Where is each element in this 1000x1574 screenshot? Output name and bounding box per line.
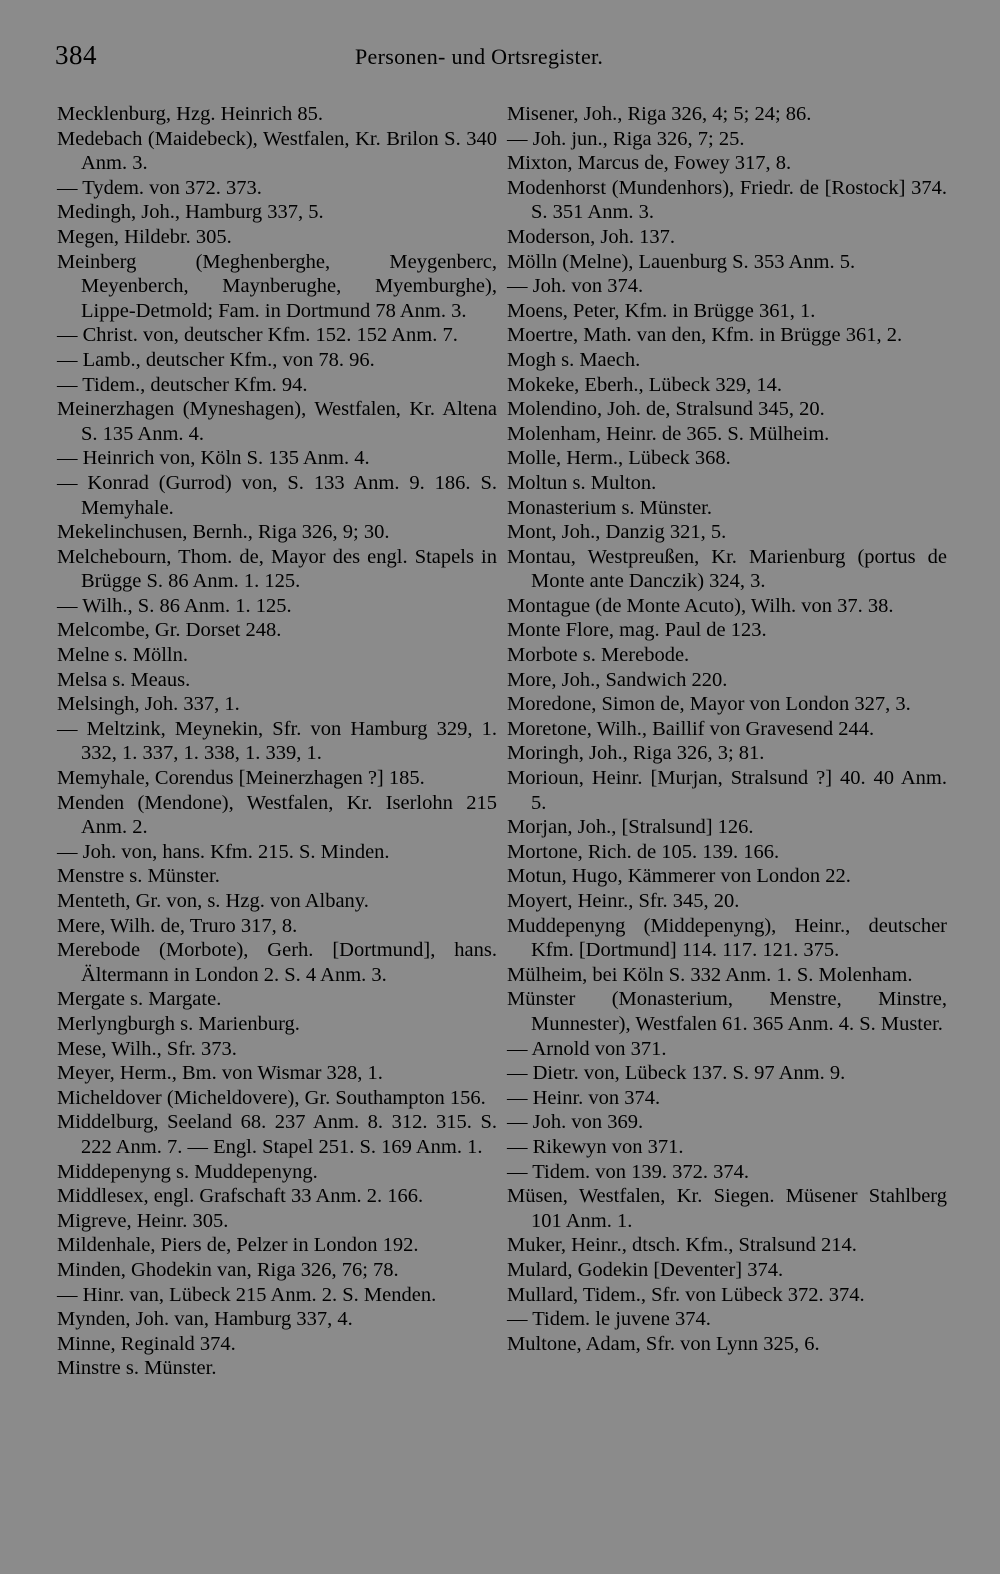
index-entry: Mölln (Melne), Lauenburg S. 353 Anm. 5.	[507, 250, 856, 273]
index-entry: Menteth, Gr. von, s. Hzg. von Albany.	[57, 890, 369, 912]
index-entry: Meinberg (Meghenberghe, Meygenberc, Meyenberch, Maynberughe, Myemburghe), Lippe-Detmold; Fam. in Dortmund 78 Anm. 3.	[57, 250, 497, 322]
index-column-left	[57, 102, 497, 1381]
index-entry: Memyhale, Corendus [Meinerzhagen ?] 185.	[57, 767, 425, 790]
index-entry: Melcombe, Gr. Dorset 248.	[57, 619, 282, 642]
index-entry: Münster (Monasterium, Menstre, Minstre, Munnester), Westfalen 61. 365 Anm. 4. S. Muster.	[507, 988, 947, 1035]
index-entry: Moredone, Simon de, Mayor von London 327, 3.	[507, 693, 911, 716]
running-title: Personen- und Ortsregister.	[355, 44, 604, 69]
index-entry: Monte Flore, mag. Paul de 123.	[507, 619, 767, 642]
index-entry: Moretone, Wilh., Baillif von Gravesend 244.	[507, 717, 875, 740]
index-entry: Mortone, Rich. de 105. 139. 166.	[507, 840, 780, 863]
index-entry: Molenham, Heinr. de 365. S. Mülheim.	[507, 422, 830, 445]
index-entry: — Tidem. le juvene 374.	[507, 1308, 711, 1331]
index-entry: Minne, Reginald 374.	[57, 1332, 236, 1355]
index-entry: Mixton, Marcus de, Fowey 317, 8.	[507, 152, 792, 175]
index-entry: Medebach (Maidebeck), Westfalen, Kr. Brilon S. 340 Anm. 3.	[57, 127, 497, 175]
index-entry: Mese, Wilh., Sfr. 373.	[57, 1037, 237, 1060]
index-entry: — Arnold von 371.	[507, 1037, 667, 1060]
index-column-right	[507, 102, 947, 1356]
index-entry: — Joh. von, hans. Kfm. 215. S. Minden.	[57, 840, 390, 863]
index-entry: Mekelinchusen, Bernh., Riga 326, 9; 30.	[57, 521, 390, 544]
index-entry: Mokeke, Eberh., Lübeck 329, 14.	[507, 373, 782, 396]
index-entry: — Joh. von 374.	[507, 275, 644, 298]
index-entry: — Wilh., S. 86 Anm. 1. 125.	[57, 594, 292, 617]
index-entry: — Hinr. van, Lübeck 215 Anm. 2. S. Menden.	[57, 1283, 437, 1306]
index-entry: Misener, Joh., Riga 326, 4; 5; 24; 86.	[507, 103, 812, 125]
index-entry: Mynden, Joh. van, Hamburg 337, 4.	[57, 1308, 353, 1331]
index-entry: — Joh. jun., Riga 326, 7; 25.	[507, 127, 745, 150]
index-entry: — Joh. von 369.	[507, 1111, 644, 1134]
index-entry: Menden (Mendone), Westfalen, Kr. Iserlohn 215 Anm. 2.	[57, 791, 497, 839]
index-entry: Mülheim, bei Köln S. 332 Anm. 1. S. Molenham.	[507, 963, 913, 986]
index-entry: Moltun s. Multon.	[507, 471, 657, 494]
index-entry: Mulard, Godekin [Deventer] 374.	[507, 1258, 784, 1281]
index-entry: Moens, Peter, Kfm. in Brügge 361, 1.	[507, 299, 816, 322]
index-entry: — Lamb., deutscher Kfm., von 78. 96.	[57, 348, 375, 371]
index-entry: Migreve, Heinr. 305.	[57, 1209, 229, 1232]
index-entry: Morbote s. Merebode.	[507, 644, 690, 667]
index-entry: Melchebourn, Thom. de, Mayor des engl. Stapels in Brügge S. 86 Anm. 1. 125.	[57, 545, 497, 593]
index-entry: Micheldover (Micheldovere), Gr. Southampton 156.	[57, 1086, 486, 1109]
index-entry: — Christ. von, deutscher Kfm. 152. 152 Anm. 7.	[57, 324, 458, 347]
index-entry: Mogh s. Maech.	[507, 348, 641, 371]
index-entry: Melne s. Mölln.	[57, 644, 188, 667]
index-entry: — Konrad (Gurrod) von, S. 133 Anm. 9. 186. S. Memyhale.	[57, 471, 497, 519]
index-entry: More, Joh., Sandwich 220.	[507, 668, 728, 691]
index-entry: Montau, Westpreußen, Kr. Marienburg (portus de Monte ante Danczik) 324, 3.	[507, 545, 947, 593]
index-entry: Mullard, Tidem., Sfr. von Lübeck 372. 374.	[507, 1283, 865, 1306]
index-entry: Melsa s. Meaus.	[57, 668, 191, 691]
index-entry: Mere, Wilh. de, Truro 317, 8.	[57, 914, 298, 937]
index-entry: Middepenyng s. Muddepenyng.	[57, 1160, 318, 1183]
index-entry: — Meltzink, Meynekin, Sfr. von Hamburg 329, 1. 332, 1. 337, 1. 338, 1. 339, 1.	[57, 717, 497, 765]
index-entry: Mecklenburg, Hzg. Heinrich 85.	[57, 103, 324, 125]
index-entry: Megen, Hildebr. 305.	[57, 225, 232, 248]
index-entry: Mildenhale, Piers de, Pelzer in London 192.	[57, 1234, 419, 1257]
index-entry: Muddepenyng (Middepenyng), Heinr., deutscher Kfm. [Dortmund] 114. 117. 121. 375.	[507, 914, 947, 962]
index-entry: Müsen, Westfalen, Kr. Siegen. Müsener Stahlberg 101 Anm. 1.	[507, 1185, 947, 1232]
index-entry: — Dietr. von, Lübeck 137. S. 97 Anm. 9.	[507, 1062, 846, 1085]
index-entry: Menstre s. Münster.	[57, 865, 220, 888]
index-entry: Minden, Ghodekin van, Riga 326, 76; 78.	[57, 1258, 399, 1281]
index-entry: — Tidem., deutscher Kfm. 94.	[57, 373, 308, 396]
index-entry: Monasterium s. Münster.	[507, 496, 712, 519]
index-entry: Morjan, Joh., [Stralsund] 126.	[507, 816, 754, 839]
index-entry: Mont, Joh., Danzig 321, 5.	[507, 521, 727, 544]
index-entry: Medingh, Joh., Hamburg 337, 5.	[57, 201, 324, 224]
index-entry: — Rikewyn von 371.	[507, 1135, 684, 1158]
index-entry: Moringh, Joh., Riga 326, 3; 81.	[507, 742, 765, 765]
index-entry: Montague (de Monte Acuto), Wilh. von 37. 38.	[507, 594, 894, 617]
index-entry: Molendino, Joh. de, Stralsund 345, 20.	[507, 398, 825, 421]
index-entry: Merlyngburgh s. Marienburg.	[57, 1012, 300, 1035]
index-entry: Molle, Herm., Lübeck 368.	[507, 447, 731, 470]
index-entry: Modenhorst (Mundenhors), Friedr. de [Rostock] 374. S. 351 Anm. 3.	[507, 176, 947, 224]
index-entry: Mergate s. Margate.	[57, 988, 222, 1011]
index-entry: Moertre, Math. van den, Kfm. in Brügge 361, 2.	[507, 324, 903, 347]
index-entry: Meyer, Herm., Bm. von Wismar 328, 1.	[57, 1062, 383, 1085]
index-entry: Muker, Heinr., dtsch. Kfm., Stralsund 214.	[507, 1234, 857, 1257]
page-number: 384	[55, 40, 97, 70]
index-entry: — Heinrich von, Köln S. 135 Anm. 4.	[57, 447, 370, 470]
index-entry: Multone, Adam, Sfr. von Lynn 325, 6.	[507, 1332, 820, 1355]
index-entry: — Tydem. von 372. 373.	[57, 176, 262, 199]
index-entry: Meinerzhagen (Myneshagen), Westfalen, Kr. Altena S. 135 Anm. 4.	[57, 398, 497, 445]
index-entry: Merebode (Morbote), Gerh. [Dortmund], hans. Ältermann in London 2. S. 4 Anm. 3.	[57, 939, 497, 986]
index-entry: — Heinr. von 374.	[507, 1086, 661, 1109]
index-entry: Motun, Hugo, Kämmerer von London 22.	[507, 865, 851, 888]
index-entry: — Tidem. von 139. 372. 374.	[507, 1160, 750, 1183]
index-entry: Moyert, Heinr., Sfr. 345, 20.	[507, 890, 740, 912]
index-entry: Minstre s. Münster.	[57, 1357, 217, 1380]
index-entry: Middlesex, engl. Grafschaft 33 Anm. 2. 166.	[57, 1185, 424, 1208]
index-entry: Moderson, Joh. 137.	[507, 225, 675, 248]
index-entry: Morioun, Heinr. [Murjan, Stralsund ?] 40. 40 Anm. 5.	[507, 767, 947, 814]
index-entry: Middelburg, Seeland 68. 237 Anm. 8. 312. 315. S. 222 Anm. 7. — Engl. Stapel 251. S. 169 Anm. 1.	[57, 1111, 497, 1158]
index-entry: Melsingh, Joh. 337, 1.	[57, 693, 240, 716]
